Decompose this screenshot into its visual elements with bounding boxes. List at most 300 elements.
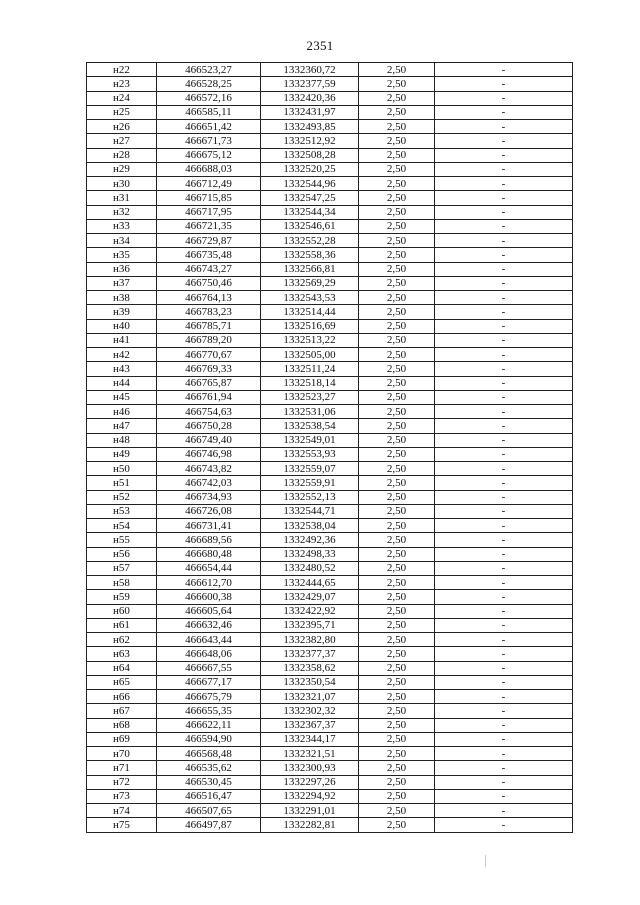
note-cell: -	[435, 533, 573, 547]
note-cell: -	[435, 618, 573, 632]
y-coordinate-cell: 1332492,36	[261, 533, 359, 547]
point-name-cell: н29	[87, 162, 157, 176]
accuracy-cell: 2,50	[359, 134, 435, 148]
x-coordinate-cell: 466754,63	[157, 405, 261, 419]
x-coordinate-cell: 466651,42	[157, 120, 261, 134]
table-row	[87, 447, 573, 461]
y-coordinate-cell: 1332395,71	[261, 618, 359, 632]
accuracy-cell: 2,50	[359, 604, 435, 618]
point-name-cell: н66	[87, 690, 157, 704]
accuracy-cell: 2,50	[359, 120, 435, 134]
y-coordinate-cell: 1332360,72	[261, 63, 359, 77]
note-cell: -	[435, 262, 573, 276]
note-cell: -	[435, 390, 573, 404]
point-name-cell: н56	[87, 547, 157, 561]
note-cell: -	[435, 690, 573, 704]
x-coordinate-cell: 466675,12	[157, 148, 261, 162]
accuracy-cell: 2,50	[359, 419, 435, 433]
point-name-cell: н65	[87, 675, 157, 689]
y-coordinate-cell: 1332558,36	[261, 248, 359, 262]
note-cell: -	[435, 134, 573, 148]
point-name-cell: н49	[87, 447, 157, 461]
note-cell: -	[435, 561, 573, 575]
note-cell: -	[435, 433, 573, 447]
x-coordinate-cell: 466667,55	[157, 661, 261, 675]
y-coordinate-cell: 1332377,59	[261, 77, 359, 91]
note-cell: -	[435, 519, 573, 533]
y-coordinate-cell: 1332559,07	[261, 462, 359, 476]
table-row	[87, 433, 573, 447]
accuracy-cell: 2,50	[359, 476, 435, 490]
x-coordinate-cell: 466622,11	[157, 718, 261, 732]
note-cell: -	[435, 590, 573, 604]
table-row	[87, 462, 573, 476]
x-coordinate-cell: 466746,98	[157, 447, 261, 461]
x-coordinate-cell: 466648,06	[157, 647, 261, 661]
table-row	[87, 633, 573, 647]
note-cell: -	[435, 633, 573, 647]
point-name-cell: н51	[87, 476, 157, 490]
y-coordinate-cell: 1332498,33	[261, 547, 359, 561]
point-name-cell: н22	[87, 63, 157, 77]
table-row	[87, 276, 573, 290]
y-coordinate-cell: 1332350,54	[261, 675, 359, 689]
y-coordinate-cell: 1332531,06	[261, 405, 359, 419]
accuracy-cell: 2,50	[359, 305, 435, 319]
accuracy-cell: 2,50	[359, 77, 435, 91]
table-row	[87, 162, 573, 176]
x-coordinate-cell: 466783,23	[157, 305, 261, 319]
point-name-cell: н37	[87, 276, 157, 290]
table-row	[87, 390, 573, 404]
x-coordinate-cell: 466688,03	[157, 162, 261, 176]
table-row	[87, 561, 573, 575]
table-row	[87, 804, 573, 818]
table-row	[87, 148, 573, 162]
accuracy-cell: 2,50	[359, 191, 435, 205]
table-row	[87, 77, 573, 91]
x-coordinate-cell: 466572,16	[157, 91, 261, 105]
x-coordinate-cell: 466726,08	[157, 504, 261, 518]
y-coordinate-cell: 1332520,25	[261, 162, 359, 176]
accuracy-cell: 2,50	[359, 747, 435, 761]
note-cell: -	[435, 234, 573, 248]
table-row	[87, 120, 573, 134]
point-name-cell: н41	[87, 333, 157, 347]
table-row	[87, 647, 573, 661]
y-coordinate-cell: 1332559,91	[261, 476, 359, 490]
point-name-cell: н72	[87, 775, 157, 789]
point-name-cell: н52	[87, 490, 157, 504]
note-cell: -	[435, 732, 573, 746]
x-coordinate-cell: 466568,48	[157, 747, 261, 761]
y-coordinate-cell: 1332566,81	[261, 262, 359, 276]
accuracy-cell: 2,50	[359, 718, 435, 732]
x-coordinate-cell: 466717,95	[157, 205, 261, 219]
point-name-cell: н53	[87, 504, 157, 518]
accuracy-cell: 2,50	[359, 732, 435, 746]
point-name-cell: н70	[87, 747, 157, 761]
x-coordinate-cell: 466721,35	[157, 219, 261, 233]
y-coordinate-cell: 1332569,29	[261, 276, 359, 290]
x-coordinate-cell: 466769,33	[157, 362, 261, 376]
accuracy-cell: 2,50	[359, 148, 435, 162]
y-coordinate-cell: 1332300,93	[261, 761, 359, 775]
point-name-cell: н24	[87, 91, 157, 105]
point-name-cell: н47	[87, 419, 157, 433]
coordinates-table	[86, 62, 573, 833]
point-name-cell: н58	[87, 576, 157, 590]
y-coordinate-cell: 1332420,36	[261, 91, 359, 105]
note-cell: -	[435, 476, 573, 490]
x-coordinate-cell: 466675,79	[157, 690, 261, 704]
note-cell: -	[435, 248, 573, 262]
y-coordinate-cell: 1332297,26	[261, 775, 359, 789]
accuracy-cell: 2,50	[359, 804, 435, 818]
x-coordinate-cell: 466764,13	[157, 291, 261, 305]
y-coordinate-cell: 1332429,07	[261, 590, 359, 604]
accuracy-cell: 2,50	[359, 547, 435, 561]
table-row	[87, 333, 573, 347]
point-name-cell: н75	[87, 818, 157, 832]
point-name-cell: н73	[87, 789, 157, 803]
point-name-cell: н42	[87, 348, 157, 362]
accuracy-cell: 2,50	[359, 533, 435, 547]
table-row	[87, 262, 573, 276]
point-name-cell: н39	[87, 305, 157, 319]
table-row	[87, 732, 573, 746]
accuracy-cell: 2,50	[359, 348, 435, 362]
page-number: 2351	[306, 38, 334, 53]
table-row	[87, 818, 573, 832]
accuracy-cell: 2,50	[359, 775, 435, 789]
table-row	[87, 576, 573, 590]
accuracy-cell: 2,50	[359, 177, 435, 191]
accuracy-cell: 2,50	[359, 675, 435, 689]
note-cell: -	[435, 761, 573, 775]
point-name-cell: н62	[87, 633, 157, 647]
accuracy-cell: 2,50	[359, 490, 435, 504]
note-cell: -	[435, 447, 573, 461]
note-cell: -	[435, 63, 573, 77]
y-coordinate-cell: 1332382,80	[261, 633, 359, 647]
x-coordinate-cell: 466742,03	[157, 476, 261, 490]
table-row	[87, 63, 573, 77]
point-name-cell: н67	[87, 704, 157, 718]
point-name-cell: н34	[87, 234, 157, 248]
accuracy-cell: 2,50	[359, 390, 435, 404]
accuracy-cell: 2,50	[359, 63, 435, 77]
table-row	[87, 134, 573, 148]
x-coordinate-cell: 466715,85	[157, 191, 261, 205]
accuracy-cell: 2,50	[359, 789, 435, 803]
y-coordinate-cell: 1332377,37	[261, 647, 359, 661]
accuracy-cell: 2,50	[359, 504, 435, 518]
accuracy-cell: 2,50	[359, 661, 435, 675]
coordinates-table-body	[87, 63, 573, 833]
scan-artifact-mark	[485, 855, 486, 867]
table-row	[87, 105, 573, 119]
x-coordinate-cell: 466605,64	[157, 604, 261, 618]
note-cell: -	[435, 291, 573, 305]
x-coordinate-cell: 466516,47	[157, 789, 261, 803]
point-name-cell: н59	[87, 590, 157, 604]
y-coordinate-cell: 1332538,54	[261, 419, 359, 433]
table-row	[87, 219, 573, 233]
x-coordinate-cell: 466761,94	[157, 390, 261, 404]
table-row	[87, 476, 573, 490]
accuracy-cell: 2,50	[359, 362, 435, 376]
x-coordinate-cell: 466735,48	[157, 248, 261, 262]
note-cell: -	[435, 191, 573, 205]
x-coordinate-cell: 466497,87	[157, 818, 261, 832]
y-coordinate-cell: 1332518,14	[261, 376, 359, 390]
table-row	[87, 747, 573, 761]
accuracy-cell: 2,50	[359, 447, 435, 461]
x-coordinate-cell: 466594,90	[157, 732, 261, 746]
note-cell: -	[435, 419, 573, 433]
table-row	[87, 718, 573, 732]
point-name-cell: н45	[87, 390, 157, 404]
note-cell: -	[435, 647, 573, 661]
note-cell: -	[435, 504, 573, 518]
accuracy-cell: 2,50	[359, 219, 435, 233]
y-coordinate-cell: 1332549,01	[261, 433, 359, 447]
table-row	[87, 205, 573, 219]
point-name-cell: н23	[87, 77, 157, 91]
point-name-cell: н57	[87, 561, 157, 575]
table-row	[87, 533, 573, 547]
point-name-cell: н74	[87, 804, 157, 818]
point-name-cell: н71	[87, 761, 157, 775]
y-coordinate-cell: 1332344,17	[261, 732, 359, 746]
table-row	[87, 348, 573, 362]
y-coordinate-cell: 1332543,53	[261, 291, 359, 305]
x-coordinate-cell: 466689,56	[157, 533, 261, 547]
accuracy-cell: 2,50	[359, 319, 435, 333]
note-cell: -	[435, 490, 573, 504]
x-coordinate-cell: 466734,93	[157, 490, 261, 504]
table-row	[87, 661, 573, 675]
y-coordinate-cell: 1332422,92	[261, 604, 359, 618]
x-coordinate-cell: 466731,41	[157, 519, 261, 533]
y-coordinate-cell: 1332358,62	[261, 661, 359, 675]
x-coordinate-cell: 466750,28	[157, 419, 261, 433]
x-coordinate-cell: 466523,27	[157, 63, 261, 77]
point-name-cell: н31	[87, 191, 157, 205]
note-cell: -	[435, 376, 573, 390]
note-cell: -	[435, 718, 573, 732]
y-coordinate-cell: 1332538,04	[261, 519, 359, 533]
table-row	[87, 319, 573, 333]
note-cell: -	[435, 789, 573, 803]
note-cell: -	[435, 462, 573, 476]
note-cell: -	[435, 91, 573, 105]
y-coordinate-cell: 1332493,85	[261, 120, 359, 134]
note-cell: -	[435, 105, 573, 119]
accuracy-cell: 2,50	[359, 91, 435, 105]
accuracy-cell: 2,50	[359, 618, 435, 632]
x-coordinate-cell: 466785,71	[157, 319, 261, 333]
table-row	[87, 490, 573, 504]
point-name-cell: н38	[87, 291, 157, 305]
table-row	[87, 504, 573, 518]
accuracy-cell: 2,50	[359, 690, 435, 704]
table-row	[87, 177, 573, 191]
table-row	[87, 618, 573, 632]
accuracy-cell: 2,50	[359, 818, 435, 832]
point-name-cell: н26	[87, 120, 157, 134]
y-coordinate-cell: 1332523,27	[261, 390, 359, 404]
note-cell: -	[435, 818, 573, 832]
table-row	[87, 604, 573, 618]
x-coordinate-cell: 466654,44	[157, 561, 261, 575]
table-row	[87, 519, 573, 533]
y-coordinate-cell: 1332513,22	[261, 333, 359, 347]
table-row	[87, 405, 573, 419]
point-name-cell: н35	[87, 248, 157, 262]
y-coordinate-cell: 1332302,32	[261, 704, 359, 718]
point-name-cell: н43	[87, 362, 157, 376]
point-name-cell: н25	[87, 105, 157, 119]
table-row	[87, 376, 573, 390]
y-coordinate-cell: 1332544,71	[261, 504, 359, 518]
accuracy-cell: 2,50	[359, 234, 435, 248]
point-name-cell: н36	[87, 262, 157, 276]
table-row	[87, 234, 573, 248]
point-name-cell: н28	[87, 148, 157, 162]
accuracy-cell: 2,50	[359, 205, 435, 219]
y-coordinate-cell: 1332516,69	[261, 319, 359, 333]
x-coordinate-cell: 466712,49	[157, 177, 261, 191]
point-name-cell: н33	[87, 219, 157, 233]
note-cell: -	[435, 219, 573, 233]
table-row	[87, 590, 573, 604]
note-cell: -	[435, 162, 573, 176]
point-name-cell: н68	[87, 718, 157, 732]
y-coordinate-cell: 1332480,52	[261, 561, 359, 575]
note-cell: -	[435, 604, 573, 618]
accuracy-cell: 2,50	[359, 704, 435, 718]
point-name-cell: н60	[87, 604, 157, 618]
x-coordinate-cell: 466729,87	[157, 234, 261, 248]
note-cell: -	[435, 405, 573, 419]
x-coordinate-cell: 466671,73	[157, 134, 261, 148]
note-cell: -	[435, 704, 573, 718]
y-coordinate-cell: 1332511,24	[261, 362, 359, 376]
point-name-cell: н40	[87, 319, 157, 333]
x-coordinate-cell: 466643,44	[157, 633, 261, 647]
accuracy-cell: 2,50	[359, 576, 435, 590]
table-row	[87, 675, 573, 689]
y-coordinate-cell: 1332544,34	[261, 205, 359, 219]
accuracy-cell: 2,50	[359, 433, 435, 447]
y-coordinate-cell: 1332505,00	[261, 348, 359, 362]
note-cell: -	[435, 177, 573, 191]
note-cell: -	[435, 77, 573, 91]
x-coordinate-cell: 466743,27	[157, 262, 261, 276]
x-coordinate-cell: 466655,35	[157, 704, 261, 718]
accuracy-cell: 2,50	[359, 647, 435, 661]
point-name-cell: н46	[87, 405, 157, 419]
accuracy-cell: 2,50	[359, 333, 435, 347]
y-coordinate-cell: 1332546,61	[261, 219, 359, 233]
y-coordinate-cell: 1332544,96	[261, 177, 359, 191]
x-coordinate-cell: 466632,46	[157, 618, 261, 632]
note-cell: -	[435, 148, 573, 162]
note-cell: -	[435, 348, 573, 362]
accuracy-cell: 2,50	[359, 162, 435, 176]
table-row	[87, 248, 573, 262]
note-cell: -	[435, 305, 573, 319]
point-name-cell: н48	[87, 433, 157, 447]
note-cell: -	[435, 205, 573, 219]
x-coordinate-cell: 466770,67	[157, 348, 261, 362]
table-row	[87, 775, 573, 789]
x-coordinate-cell: 466680,48	[157, 547, 261, 561]
accuracy-cell: 2,50	[359, 590, 435, 604]
accuracy-cell: 2,50	[359, 761, 435, 775]
note-cell: -	[435, 747, 573, 761]
x-coordinate-cell: 466743,82	[157, 462, 261, 476]
point-name-cell: н64	[87, 661, 157, 675]
x-coordinate-cell: 466749,40	[157, 433, 261, 447]
y-coordinate-cell: 1332321,07	[261, 690, 359, 704]
accuracy-cell: 2,50	[359, 262, 435, 276]
table-row	[87, 291, 573, 305]
point-name-cell: н44	[87, 376, 157, 390]
accuracy-cell: 2,50	[359, 376, 435, 390]
note-cell: -	[435, 120, 573, 134]
y-coordinate-cell: 1332367,37	[261, 718, 359, 732]
accuracy-cell: 2,50	[359, 561, 435, 575]
table-row	[87, 761, 573, 775]
table-row	[87, 191, 573, 205]
note-cell: -	[435, 675, 573, 689]
x-coordinate-cell: 466528,25	[157, 77, 261, 91]
point-name-cell: н54	[87, 519, 157, 533]
y-coordinate-cell: 1332552,28	[261, 234, 359, 248]
table-row	[87, 704, 573, 718]
note-cell: -	[435, 362, 573, 376]
table-row	[87, 419, 573, 433]
note-cell: -	[435, 661, 573, 675]
point-name-cell: н32	[87, 205, 157, 219]
y-coordinate-cell: 1332514,44	[261, 305, 359, 319]
table-row	[87, 789, 573, 803]
point-name-cell: н69	[87, 732, 157, 746]
note-cell: -	[435, 775, 573, 789]
point-name-cell: н30	[87, 177, 157, 191]
table-row	[87, 362, 573, 376]
x-coordinate-cell: 466530,45	[157, 775, 261, 789]
note-cell: -	[435, 576, 573, 590]
x-coordinate-cell: 466789,20	[157, 333, 261, 347]
y-coordinate-cell: 1332282,81	[261, 818, 359, 832]
note-cell: -	[435, 547, 573, 561]
x-coordinate-cell: 466677,17	[157, 675, 261, 689]
table-row	[87, 91, 573, 105]
table-row	[87, 547, 573, 561]
accuracy-cell: 2,50	[359, 519, 435, 533]
y-coordinate-cell: 1332553,93	[261, 447, 359, 461]
note-cell: -	[435, 276, 573, 290]
table-row	[87, 690, 573, 704]
note-cell: -	[435, 319, 573, 333]
x-coordinate-cell: 466535,62	[157, 761, 261, 775]
point-name-cell: н55	[87, 533, 157, 547]
y-coordinate-cell: 1332431,97	[261, 105, 359, 119]
